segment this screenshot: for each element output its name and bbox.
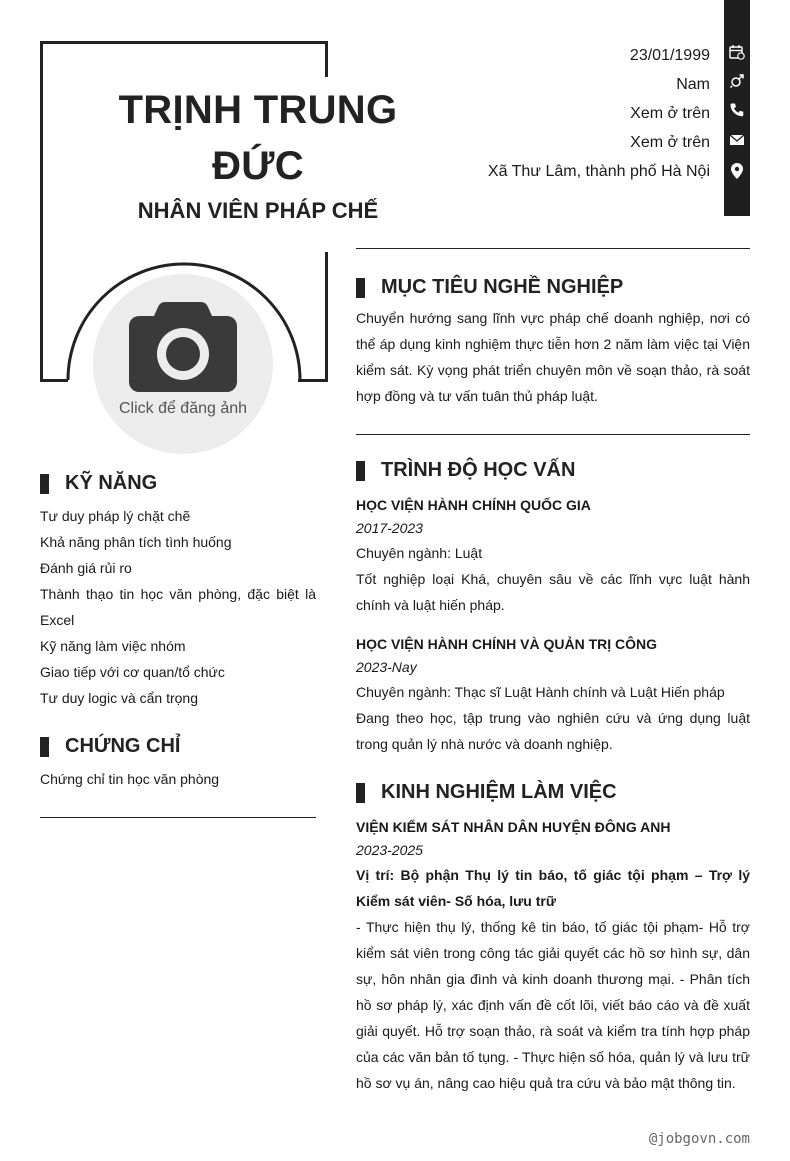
education-school[interactable]: HỌC VIỆN HÀNH CHÍNH VÀ QUẢN TRỊ CÔNG — [356, 636, 658, 652]
education-major[interactable]: Chuyên ngành: Luật — [356, 545, 483, 561]
education-heading-text[interactable]: TRÌNH ĐỘ HỌC VẤN — [381, 459, 576, 481]
education-major[interactable]: Chuyên ngành: Thạc sĩ Luật Hành chính và Luật Hiến pháp — [356, 684, 725, 700]
objective-heading-text[interactable]: MỤC TIÊU NGHỀ NGHIỆP — [381, 276, 624, 298]
certificates-list — [40, 766, 316, 792]
experience-heading-text[interactable]: KINH NGHIỆM LÀM VIỆC — [381, 781, 617, 803]
heading-bar — [40, 474, 49, 494]
objective-heading — [356, 276, 623, 299]
footer-watermark: @jobgovn.com — [648, 1131, 750, 1147]
skill-item[interactable]: Đánh giá rủi ro — [40, 560, 132, 576]
skills-heading — [40, 472, 157, 495]
objective-text[interactable]: Chuyển hướng sang lĩnh vực pháp chế doanh nghiệp, nơi có thể áp dụng kinh nghiệm thực tiễn hơn 2 năm làm việc tại Viện kiểm sát. Kỳ vọng phát triển chuyên môn về soạn thảo, rà soát hợp đồng và tư vấn tuân thủ pháp luật. — [356, 310, 750, 404]
skills-list — [40, 503, 316, 711]
certificates-heading — [40, 735, 180, 758]
experience-position[interactable]: Vị trí: Bộ phận Thụ lý tin báo, tố giác tội phạm – Trợ lý Kiểm sát viên- Số hóa, lưu trữ — [356, 867, 750, 909]
name-line-2[interactable]: ĐỨC — [212, 144, 304, 188]
phone-icon — [729, 102, 745, 118]
birthday-value[interactable]: 23/01/1999 — [629, 47, 710, 64]
location-pin-icon — [729, 162, 745, 180]
education-period[interactable]: 2017-2023 — [356, 520, 423, 536]
email-value[interactable]: Xem ở trên — [630, 134, 710, 151]
education-school[interactable]: HỌC VIỆN HÀNH CHÍNH QUỐC GIA — [356, 497, 591, 513]
skills-heading-text[interactable]: KỸ NĂNG — [65, 472, 158, 494]
contact-info — [488, 41, 710, 186]
candidate-name[interactable] — [100, 82, 416, 194]
experience-desc[interactable]: - Thực hiện thụ lý, thống kê tin báo, tố giác tội phạm- Hỗ trợ kiểm sát viên trong công tác giải quyết các hồ sơ hình sự, dân sự, hôn nhân gia đình và kinh doanh thương mại. - Phân tích hồ sơ pháp lý, xác định vấn đề cốt lõi, viết báo cáo và đề xuất giải quyết. Hỗ trợ soạn thảo, rà soát và kiểm tra tính hợp pháp của các văn bản tố tụng. - Thực hiện số hóa, quản lý và lưu trữ hồ sơ vụ án, nâng cao hiệu quả tra cứu và bảo mật thông tin. — [356, 919, 750, 1091]
certificate-item[interactable]: Chứng chỉ tin học văn phòng — [40, 771, 220, 787]
heading-bar — [356, 461, 365, 481]
header-frame-left — [40, 41, 43, 382]
skill-item[interactable]: Kỹ năng làm việc nhóm — [40, 638, 186, 654]
experience-heading — [356, 781, 617, 804]
divider-education-top — [356, 434, 750, 435]
name-line-1[interactable]: TRỊNH TRUNG — [118, 88, 398, 132]
camera-icon — [129, 300, 237, 394]
heading-bar — [356, 278, 365, 298]
envelope-icon — [729, 132, 745, 148]
photo-upload-button[interactable] — [93, 274, 273, 454]
divider-objective-top — [356, 248, 750, 249]
education-entry — [356, 493, 750, 618]
header-frame-right-top — [325, 41, 328, 77]
photo-upload-label: Click để đăng ảnh — [118, 400, 248, 417]
education-entry — [356, 632, 750, 757]
certificates-heading-text[interactable]: CHỨNG CHỈ — [65, 735, 181, 757]
skill-item[interactable]: Thành thạo tin học văn phòng, đặc biệt là Excel — [40, 586, 316, 628]
address-value[interactable]: Xã Thư Lâm, thành phố Hà Nội — [487, 163, 710, 180]
calendar-icon — [729, 44, 745, 60]
phone-value[interactable]: Xem ở trên — [630, 105, 710, 122]
header-frame-right-bottom — [325, 252, 328, 382]
contact-icon-bar — [724, 0, 750, 216]
job-title[interactable]: NHÂN VIÊN PHÁP CHẾ — [137, 198, 379, 223]
skill-item[interactable]: Khả năng phân tích tình huống — [40, 534, 232, 550]
education-period[interactable]: 2023-Nay — [356, 659, 417, 675]
experience-period[interactable]: 2023-2025 — [356, 842, 423, 858]
education-desc[interactable]: Đang theo học, tập trung vào nghiên cứu và ứng dụng luật trong quản lý nhà nước và doanh nghiệp. — [356, 710, 750, 752]
skill-item[interactable]: Tư duy logic và cẩn trọng — [40, 690, 199, 706]
gender-value[interactable]: Nam — [676, 76, 710, 93]
divider-certificates-bottom — [40, 817, 316, 818]
heading-bar — [40, 737, 49, 757]
skill-item[interactable]: Tư duy pháp lý chặt chẽ — [40, 508, 191, 524]
education-heading — [356, 459, 575, 482]
education-desc[interactable]: Tốt nghiệp loại Khá, chuyên sâu về các lĩnh vực luật hành chính và luật hiến pháp. — [356, 571, 750, 613]
header-frame-top — [40, 41, 328, 44]
experience-company[interactable]: VIỆN KIỂM SÁT NHÂN DÂN HUYỆN ĐÔNG ANH — [356, 819, 671, 835]
heading-bar — [356, 783, 365, 803]
gender-icon — [729, 73, 745, 89]
header-frame-bottom-left — [40, 379, 68, 382]
skill-item[interactable]: Giao tiếp với cơ quan/tổ chức — [40, 664, 225, 680]
experience-entry — [356, 815, 750, 1096]
